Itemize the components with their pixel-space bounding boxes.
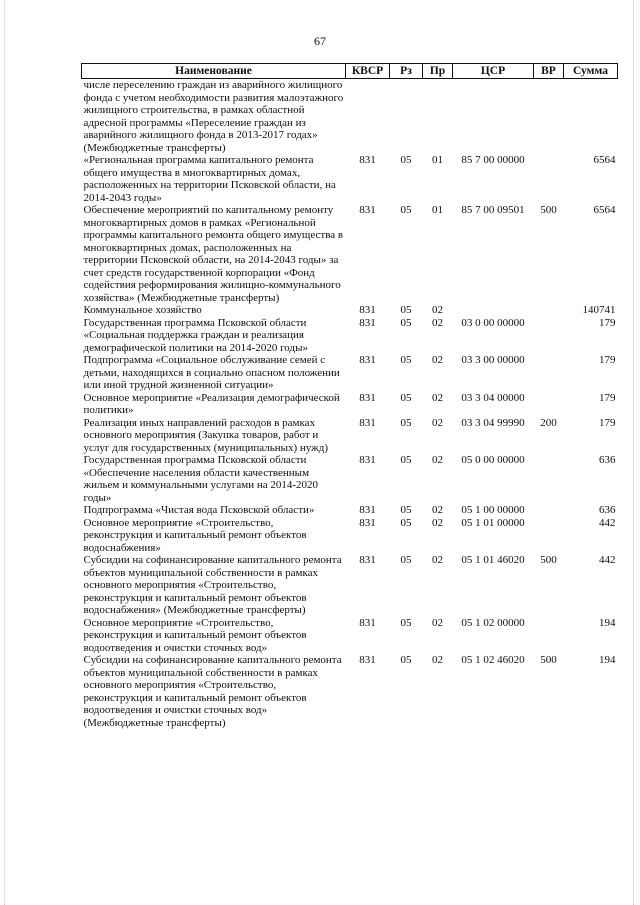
cell-rz: 05 <box>400 204 412 216</box>
cell-sum: 194 <box>599 654 616 666</box>
cell-kvsr: 831 <box>359 304 376 316</box>
cell-name: Подпрограмма «Социальное обслуживание семей с детьми, находящихся в социально опасном положении или иной трудной жизненной ситуации» <box>83 354 340 391</box>
cell-sum: 636 <box>599 504 616 516</box>
cell-name: Основное мероприятие «Строительство, реконструкция и капитальный ремонт объектов водоотведения и очистки сточных вод» <box>83 616 307 654</box>
cell-rz: 05 <box>400 154 412 166</box>
cell-name: Подпрограмма «Чистая вода Псковской области» <box>83 504 315 516</box>
header-pr: Пр <box>423 64 453 79</box>
cell-vr <box>534 354 564 392</box>
cell-sum: 179 <box>599 416 616 429</box>
cell-sum: 442 <box>599 516 616 529</box>
cell-rz <box>390 79 423 155</box>
cell-sum: 6564 <box>593 204 616 216</box>
cell-name: числе переселению граждан из аварийного жилищного фонда с учетом необходимости развития малоэтажного жилищного строительства, в рамках областной адресной программы «Переселение граждан из аварийного жилищного фонда в 2013-2017 годах» (Межбюджетные трансферты) <box>83 79 344 154</box>
cell-name: Основное мероприятие «Строительство, реконструкция и капитальный ремонт объектов водоснабжения» <box>83 516 307 554</box>
page-number: 67 <box>314 34 326 48</box>
cell-vr <box>534 517 564 555</box>
cell-kvsr: 831 <box>359 391 376 404</box>
cell-rz: 05 <box>400 616 412 629</box>
cell-rz: 05 <box>400 516 412 529</box>
cell-sum: 194 <box>599 616 616 629</box>
cell-csr: 03 3 04 99990 <box>461 416 525 429</box>
cell-rz: 05 <box>400 416 412 429</box>
cell-pr: 01 <box>432 204 443 216</box>
cell-pr: 01 <box>432 154 443 166</box>
cell-rz: 05 <box>400 304 412 316</box>
cell-name: Государственная программа Псковской области «Социальная поддержка граждан и реализация демографической политики на 2014-2020 годы» <box>83 316 308 354</box>
table-row <box>82 154 618 204</box>
cell-vr <box>534 154 564 204</box>
table-row <box>82 317 618 355</box>
table-row <box>82 304 618 317</box>
cell-pr: 02 <box>432 654 443 666</box>
cell-csr: 05 0 00 00000 <box>461 454 525 466</box>
cell-pr: 02 <box>432 554 443 566</box>
cell-kvsr: 831 <box>359 354 376 366</box>
table-row <box>82 79 618 155</box>
scan-edge-right <box>633 0 635 905</box>
cell-pr: 02 <box>432 416 443 429</box>
cell-vr <box>534 392 564 417</box>
cell-vr <box>534 504 564 517</box>
table-row <box>82 617 618 655</box>
cell-rz: 05 <box>400 316 412 329</box>
cell-rz: 05 <box>400 354 412 366</box>
cell-csr: 85 7 00 00000 <box>461 154 525 166</box>
cell-vr: 500 <box>540 554 557 566</box>
cell-pr <box>423 79 453 155</box>
cell-vr <box>534 454 564 504</box>
cell-csr: 03 0 00 00000 <box>461 316 525 329</box>
cell-pr: 02 <box>432 516 443 529</box>
cell-kvsr: 831 <box>359 416 376 429</box>
cell-csr: 03 3 00 00000 <box>461 354 525 366</box>
header-rz: Рз <box>390 64 423 79</box>
cell-name: Коммунальное хозяйство <box>83 304 202 316</box>
cell-sum: 442 <box>599 554 616 566</box>
header-sum: Сумма <box>564 64 618 79</box>
cell-kvsr: 831 <box>359 654 376 666</box>
cell-name: Основное мероприятие «Реализация демографической политики» <box>83 391 340 416</box>
cell-csr: 05 1 02 00000 <box>461 616 525 629</box>
cell-sum <box>564 79 618 155</box>
table-row <box>82 654 618 729</box>
cell-kvsr: 831 <box>359 204 376 216</box>
cell-kvsr <box>346 79 390 155</box>
table-row <box>82 504 618 517</box>
cell-csr: 85 7 00 09501 <box>461 204 525 216</box>
cell-rz: 05 <box>400 454 412 466</box>
cell-sum: 179 <box>599 354 616 366</box>
cell-kvsr: 831 <box>359 454 376 466</box>
table-row <box>82 204 618 304</box>
cell-vr: 500 <box>540 204 557 216</box>
table-body <box>82 79 618 730</box>
cell-rz: 05 <box>400 554 412 566</box>
cell-rz: 05 <box>400 391 412 404</box>
cell-rz: 05 <box>400 654 412 666</box>
cell-pr: 02 <box>432 354 443 366</box>
cell-csr: 05 1 02 46020 <box>461 654 525 666</box>
cell-kvsr: 831 <box>359 154 376 166</box>
table-row <box>82 354 618 392</box>
cell-csr: 05 1 00 00000 <box>461 504 525 516</box>
table-row <box>82 417 618 455</box>
cell-name: Обеспечение мероприятий по капитальному ремонту многоквартирных домов в рамках «Региональной программы капитального ремонта общего имущества в многоквартирных домах, расположенных на территории Псковской области, на 2014-2043 годы» за счет средств государственной корпорации «Фонд содействия реформирования жилищно-коммунального хозяйства» (Межбюджетные трансферты) <box>83 204 344 304</box>
cell-name: Субсидии на софинансирование капитального ремонта объектов муниципальной собственности в рамках основного мероприятия «Строительство, реконструкция и капитальный ремонт объектов водоснабжения» (Межбюджетные трансферты) <box>83 554 342 616</box>
cell-vr: 200 <box>540 416 557 429</box>
cell-sum: 6564 <box>593 154 616 166</box>
cell-pr: 02 <box>432 391 443 404</box>
cell-name: «Региональная программа капитального ремонта общего имущества в многоквартирных домах, расположенных на территории Псковской области, на 2014-2043 годы» <box>83 154 336 204</box>
cell-kvsr: 831 <box>359 316 376 329</box>
header-name: Наименование <box>82 64 346 79</box>
cell-pr: 02 <box>432 454 443 466</box>
cell-name: Субсидии на софинансирование капитального ремонта объектов муниципальной собственности в рамках основного мероприятия «Строительство, реконструкция и капитальный ремонт объектов водоотведения и очистки сточных вод» (Межбюджетные трансферты) <box>83 654 342 729</box>
cell-kvsr: 831 <box>359 516 376 529</box>
cell-name: Государственная программа Псковской области «Обеспечение населения области качественным жильем и коммунальными услугами на 2014-2020 годы» <box>83 454 319 504</box>
cell-pr: 02 <box>432 504 443 516</box>
cell-csr: 05 1 01 00000 <box>461 516 525 529</box>
table-row <box>82 454 618 504</box>
table-row <box>82 517 618 555</box>
cell-pr: 02 <box>432 316 443 329</box>
header-kvsr: КВСР <box>346 64 390 79</box>
header-vr: ВР <box>534 64 564 79</box>
cell-kvsr: 831 <box>359 504 376 516</box>
cell-kvsr: 831 <box>359 554 376 566</box>
cell-rz: 05 <box>400 504 412 516</box>
cell-pr: 02 <box>432 304 443 316</box>
cell-vr <box>534 304 564 317</box>
cell-vr: 500 <box>540 654 557 666</box>
scan-edge-left <box>4 0 6 905</box>
cell-vr <box>534 79 564 155</box>
cell-vr <box>534 617 564 655</box>
header-csr: ЦСР <box>453 64 534 79</box>
table-header <box>82 64 618 79</box>
cell-csr <box>453 79 534 155</box>
cell-sum: 179 <box>599 316 616 329</box>
cell-name: Реализация иных направлений расходов в рамках основного мероприятия (Закупка товаров, работ и услуг для государственных (муниципальных) нужд) <box>83 416 329 454</box>
cell-sum: 179 <box>599 391 616 404</box>
cell-csr: 03 3 04 00000 <box>461 391 525 404</box>
cell-kvsr: 831 <box>359 616 376 629</box>
table-row <box>82 554 618 617</box>
cell-vr <box>534 317 564 355</box>
cell-sum: 636 <box>599 454 616 466</box>
budget-table <box>81 63 618 729</box>
cell-csr: 05 1 01 46020 <box>461 554 525 566</box>
cell-csr <box>453 304 534 317</box>
table-row <box>82 392 618 417</box>
cell-pr: 02 <box>432 616 443 629</box>
cell-sum: 140741 <box>582 304 616 316</box>
